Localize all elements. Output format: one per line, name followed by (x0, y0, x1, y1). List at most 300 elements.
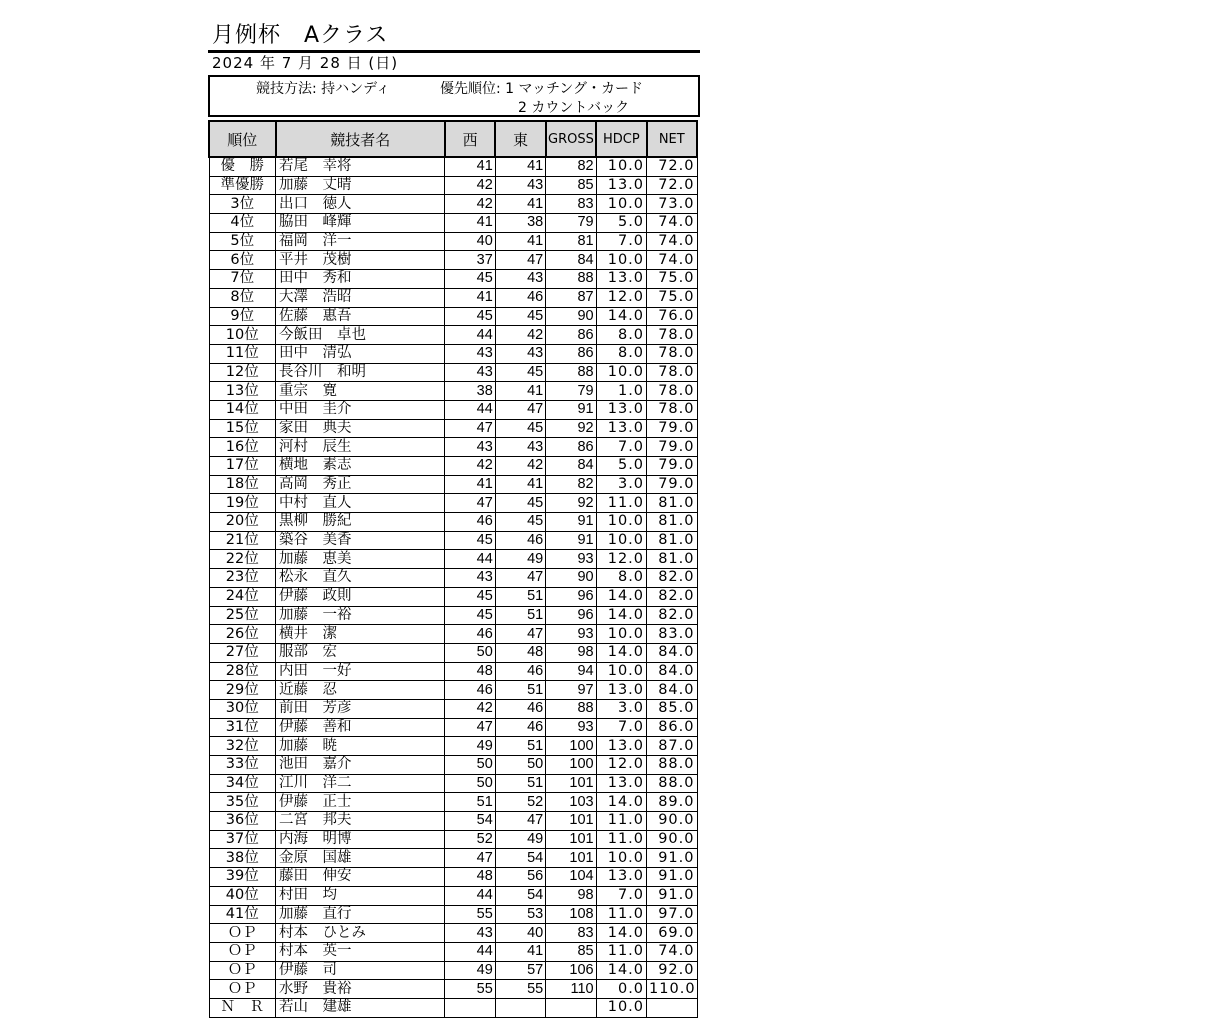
gross-cell: 91 (546, 531, 596, 550)
page-title: 月例杯 Aクラス (208, 22, 700, 53)
rank-cell: 32位 (209, 737, 276, 756)
east-score-cell: 56 (495, 868, 545, 887)
rank-cell: 準優勝 (209, 176, 276, 195)
west-score-cell: 44 (445, 942, 495, 961)
player-name-cell: 若尾 幸将 (276, 157, 445, 176)
rank-cell: 38位 (209, 849, 276, 868)
gross-cell: 93 (546, 550, 596, 569)
net-cell: 74.0 (647, 214, 697, 233)
gross-cell: 101 (546, 830, 596, 849)
west-score-cell: 49 (445, 737, 495, 756)
net-cell: 88.0 (647, 756, 697, 775)
hdcp-cell: 11.0 (596, 942, 646, 961)
table-row (209, 942, 697, 961)
net-cell: 91.0 (647, 868, 697, 887)
west-score-cell: 41 (445, 288, 495, 307)
hdcp-cell: 13.0 (596, 868, 646, 887)
table-row (209, 513, 697, 532)
east-score-cell: 54 (495, 849, 545, 868)
player-name-cell: 服部 宏 (276, 643, 445, 662)
table-row (209, 998, 697, 1017)
table-row (209, 774, 697, 793)
hdcp-cell: 13.0 (596, 400, 646, 419)
table-row (209, 662, 697, 681)
rank-cell: 19位 (209, 494, 276, 513)
gross-cell: 110 (546, 980, 596, 999)
gross-cell: 93 (546, 625, 596, 644)
east-score-cell: 46 (495, 662, 545, 681)
column-header-hdcp: HDCP (596, 121, 646, 157)
player-name-cell: 藤田 伸安 (276, 868, 445, 887)
player-name-cell: 金原 国雄 (276, 849, 445, 868)
net-cell: 82.0 (647, 569, 697, 588)
west-score-cell: 44 (445, 550, 495, 569)
player-name-cell: 河村 辰生 (276, 438, 445, 457)
rank-cell: ＯＰ (209, 961, 276, 980)
net-cell: 86.0 (647, 718, 697, 737)
player-name-cell: 福岡 洋一 (276, 232, 445, 251)
hdcp-cell: 3.0 (596, 475, 646, 494)
east-score-cell: 45 (495, 419, 545, 438)
table-row (209, 830, 697, 849)
west-score-cell: 42 (445, 457, 495, 476)
rank-cell: ＯＰ (209, 942, 276, 961)
player-name-cell: 江川 洋二 (276, 774, 445, 793)
gross-cell: 88 (546, 270, 596, 289)
hdcp-cell: 11.0 (596, 830, 646, 849)
player-name-cell: 加藤 丈晴 (276, 176, 445, 195)
west-score-cell: 41 (445, 475, 495, 494)
table-row (209, 699, 697, 718)
west-score-cell: 47 (445, 419, 495, 438)
player-name-cell: 横地 素志 (276, 457, 445, 476)
east-score-cell: 41 (495, 195, 545, 214)
hdcp-cell: 14.0 (596, 307, 646, 326)
gross-cell: 106 (546, 961, 596, 980)
hdcp-cell: 10.0 (596, 531, 646, 550)
hdcp-cell: 10.0 (596, 363, 646, 382)
west-score-cell: 50 (445, 774, 495, 793)
east-score-cell: 46 (495, 699, 545, 718)
rank-cell: 5位 (209, 232, 276, 251)
net-cell: 75.0 (647, 270, 697, 289)
west-score-cell: 45 (445, 587, 495, 606)
west-score-cell: 45 (445, 606, 495, 625)
player-name-cell: 村本 英一 (276, 942, 445, 961)
east-score-cell: 46 (495, 531, 545, 550)
east-score-cell: 47 (495, 625, 545, 644)
player-name-cell: 伊藤 司 (276, 961, 445, 980)
player-name-cell: 加藤 直行 (276, 905, 445, 924)
hdcp-cell: 11.0 (596, 812, 646, 831)
rank-cell: 41位 (209, 905, 276, 924)
player-name-cell: 二宮 邦夫 (276, 812, 445, 831)
column-header-east: 東 (495, 121, 545, 157)
table-row (209, 419, 697, 438)
net-cell: 84.0 (647, 643, 697, 662)
table-row (209, 681, 697, 700)
west-score-cell (445, 998, 495, 1017)
rank-cell: 39位 (209, 868, 276, 887)
rank-cell: 10位 (209, 326, 276, 345)
rank-cell: 25位 (209, 606, 276, 625)
west-score-cell: 37 (445, 251, 495, 270)
table-row (209, 793, 697, 812)
rank-cell: 27位 (209, 643, 276, 662)
table-header-row (209, 121, 697, 157)
rank-cell: 14位 (209, 400, 276, 419)
net-cell: 83.0 (647, 625, 697, 644)
rank-cell: 30位 (209, 699, 276, 718)
net-cell: 89.0 (647, 793, 697, 812)
west-score-cell: 50 (445, 756, 495, 775)
column-header-rank: 順位 (209, 121, 276, 157)
west-score-cell: 44 (445, 400, 495, 419)
player-name-cell: 中村 直人 (276, 494, 445, 513)
player-name-cell: 出口 徳人 (276, 195, 445, 214)
gross-cell: 79 (546, 382, 596, 401)
player-name-cell: 水野 貴裕 (276, 980, 445, 999)
west-score-cell: 51 (445, 793, 495, 812)
net-cell: 85.0 (647, 699, 697, 718)
player-name-cell: 築谷 美香 (276, 531, 445, 550)
player-name-cell: 脇田 峰輝 (276, 214, 445, 233)
west-score-cell: 40 (445, 232, 495, 251)
net-cell: 81.0 (647, 550, 697, 569)
table-row (209, 756, 697, 775)
table-row (209, 643, 697, 662)
rank-cell: Ｎ Ｒ (209, 998, 276, 1017)
hdcp-cell: 11.0 (596, 905, 646, 924)
east-score-cell: 53 (495, 905, 545, 924)
player-name-cell: 加藤 一裕 (276, 606, 445, 625)
table-body (209, 157, 697, 1017)
player-name-cell: 近藤 忍 (276, 681, 445, 700)
west-score-cell: 47 (445, 718, 495, 737)
player-name-cell: 平井 茂樹 (276, 251, 445, 270)
gross-cell: 85 (546, 942, 596, 961)
table-row (209, 382, 697, 401)
rank-cell: 20位 (209, 513, 276, 532)
net-cell: 72.0 (647, 157, 697, 176)
east-score-cell: 49 (495, 830, 545, 849)
west-score-cell: 50 (445, 643, 495, 662)
west-score-cell: 43 (445, 344, 495, 363)
hdcp-cell: 13.0 (596, 737, 646, 756)
player-name-cell: 若山 建雄 (276, 998, 445, 1017)
rank-cell: 36位 (209, 812, 276, 831)
rank-cell: 6位 (209, 251, 276, 270)
west-score-cell: 43 (445, 569, 495, 588)
rank-cell: 12位 (209, 363, 276, 382)
east-score-cell: 49 (495, 550, 545, 569)
hdcp-cell: 14.0 (596, 961, 646, 980)
player-name-cell: 佐藤 惠吾 (276, 307, 445, 326)
player-name-cell: 田中 清弘 (276, 344, 445, 363)
table-row (209, 812, 697, 831)
net-cell: 91.0 (647, 849, 697, 868)
east-score-cell: 47 (495, 812, 545, 831)
rank-cell: 34位 (209, 774, 276, 793)
hdcp-cell: 10.0 (596, 157, 646, 176)
rank-cell: 15位 (209, 419, 276, 438)
gross-cell: 93 (546, 718, 596, 737)
rank-cell: 29位 (209, 681, 276, 700)
west-score-cell: 48 (445, 868, 495, 887)
table-row (209, 475, 697, 494)
hdcp-cell: 5.0 (596, 214, 646, 233)
table-row (209, 157, 697, 176)
net-cell: 90.0 (647, 830, 697, 849)
hdcp-cell: 8.0 (596, 344, 646, 363)
rank-cell: 33位 (209, 756, 276, 775)
table-row (209, 587, 697, 606)
east-score-cell: 41 (495, 942, 545, 961)
hdcp-cell: 10.0 (596, 625, 646, 644)
player-name-cell: 今飯田 卓也 (276, 326, 445, 345)
table-row (209, 214, 697, 233)
west-score-cell: 55 (445, 905, 495, 924)
net-cell: 74.0 (647, 942, 697, 961)
east-score-cell: 42 (495, 326, 545, 345)
net-cell: 69.0 (647, 924, 697, 943)
rank-cell: 8位 (209, 288, 276, 307)
gross-cell: 88 (546, 699, 596, 718)
gross-cell: 86 (546, 326, 596, 345)
west-score-cell: 41 (445, 157, 495, 176)
priority-rule-1: 優先順位: 1 マッチング・カード (440, 81, 643, 97)
rank-cell: 13位 (209, 382, 276, 401)
gross-cell: 83 (546, 924, 596, 943)
gross-cell: 91 (546, 513, 596, 532)
gross-cell: 92 (546, 494, 596, 513)
hdcp-cell: 14.0 (596, 643, 646, 662)
table-row (209, 288, 697, 307)
table-row (209, 438, 697, 457)
rank-cell: 22位 (209, 550, 276, 569)
table-row (209, 344, 697, 363)
player-name-cell: 前田 芳彦 (276, 699, 445, 718)
west-score-cell: 45 (445, 307, 495, 326)
hdcp-cell: 0.0 (596, 980, 646, 999)
gross-cell: 84 (546, 251, 596, 270)
rank-cell: 4位 (209, 214, 276, 233)
hdcp-cell: 7.0 (596, 232, 646, 251)
east-score-cell: 45 (495, 513, 545, 532)
hdcp-cell: 10.0 (596, 513, 646, 532)
gross-cell: 103 (546, 793, 596, 812)
player-name-cell: 内海 明博 (276, 830, 445, 849)
east-score-cell: 55 (495, 980, 545, 999)
hdcp-cell: 11.0 (596, 494, 646, 513)
west-score-cell: 44 (445, 886, 495, 905)
player-name-cell: 加藤 恵美 (276, 550, 445, 569)
east-score-cell (495, 998, 545, 1017)
gross-cell: 97 (546, 681, 596, 700)
hdcp-cell: 13.0 (596, 681, 646, 700)
net-cell: 78.0 (647, 382, 697, 401)
east-score-cell: 50 (495, 756, 545, 775)
net-cell: 72.0 (647, 176, 697, 195)
rank-cell: 35位 (209, 793, 276, 812)
table-row (209, 980, 697, 999)
table-row (209, 718, 697, 737)
east-score-cell: 38 (495, 214, 545, 233)
player-name-cell: 村田 均 (276, 886, 445, 905)
east-score-cell: 47 (495, 569, 545, 588)
west-score-cell: 52 (445, 830, 495, 849)
gross-cell: 101 (546, 849, 596, 868)
player-name-cell: 高岡 秀正 (276, 475, 445, 494)
results-table (208, 120, 698, 1018)
east-score-cell: 43 (495, 176, 545, 195)
column-header-net: NET (647, 121, 697, 157)
net-cell: 84.0 (647, 662, 697, 681)
gross-cell: 81 (546, 232, 596, 251)
gross-cell: 86 (546, 344, 596, 363)
gross-cell: 98 (546, 643, 596, 662)
net-cell (647, 998, 697, 1017)
table-row (209, 307, 697, 326)
net-cell: 110.0 (647, 980, 697, 999)
hdcp-cell: 3.0 (596, 699, 646, 718)
rank-cell: 21位 (209, 531, 276, 550)
table-row (209, 195, 697, 214)
table-row (209, 400, 697, 419)
rank-cell: 26位 (209, 625, 276, 644)
net-cell: 74.0 (647, 251, 697, 270)
east-score-cell: 41 (495, 475, 545, 494)
player-name-cell: 横井 潔 (276, 625, 445, 644)
hdcp-cell: 13.0 (596, 270, 646, 289)
table-row (209, 625, 697, 644)
west-score-cell: 41 (445, 214, 495, 233)
hdcp-cell: 5.0 (596, 457, 646, 476)
east-score-cell: 51 (495, 606, 545, 625)
gross-cell: 91 (546, 400, 596, 419)
west-score-cell: 46 (445, 625, 495, 644)
rank-cell: 18位 (209, 475, 276, 494)
player-name-cell: 重宗 寛 (276, 382, 445, 401)
gross-cell: 90 (546, 569, 596, 588)
rank-cell: 31位 (209, 718, 276, 737)
east-score-cell: 45 (495, 363, 545, 382)
net-cell: 81.0 (647, 531, 697, 550)
player-name-cell: 内田 一好 (276, 662, 445, 681)
table-row (209, 176, 697, 195)
west-score-cell: 49 (445, 961, 495, 980)
east-score-cell: 51 (495, 774, 545, 793)
rank-cell: 11位 (209, 344, 276, 363)
player-name-cell: 長谷川 和明 (276, 363, 445, 382)
west-score-cell: 38 (445, 382, 495, 401)
rank-cell: 優 勝 (209, 157, 276, 176)
gross-cell: 96 (546, 606, 596, 625)
table-row (209, 868, 697, 887)
table-row (209, 961, 697, 980)
gross-cell: 92 (546, 419, 596, 438)
net-cell: 97.0 (647, 905, 697, 924)
west-score-cell: 42 (445, 699, 495, 718)
east-score-cell: 41 (495, 157, 545, 176)
hdcp-cell: 12.0 (596, 550, 646, 569)
west-score-cell: 46 (445, 513, 495, 532)
column-header-name: 競技者名 (276, 121, 445, 157)
competition-method: 競技方法: 持ハンディ (256, 81, 391, 97)
priority-rule-2: 2 カウントバック (518, 100, 630, 116)
west-score-cell: 45 (445, 531, 495, 550)
player-name-cell: 伊藤 正士 (276, 793, 445, 812)
table-row (209, 494, 697, 513)
gross-cell: 108 (546, 905, 596, 924)
net-cell: 78.0 (647, 326, 697, 345)
hdcp-cell: 10.0 (596, 998, 646, 1017)
hdcp-cell: 12.0 (596, 288, 646, 307)
hdcp-cell: 8.0 (596, 326, 646, 345)
west-score-cell: 45 (445, 270, 495, 289)
net-cell: 78.0 (647, 400, 697, 419)
east-score-cell: 45 (495, 494, 545, 513)
hdcp-cell: 7.0 (596, 438, 646, 457)
table-row (209, 363, 697, 382)
gross-cell: 96 (546, 587, 596, 606)
hdcp-cell: 14.0 (596, 924, 646, 943)
west-score-cell: 43 (445, 363, 495, 382)
east-score-cell: 43 (495, 344, 545, 363)
net-cell: 87.0 (647, 737, 697, 756)
net-cell: 81.0 (647, 513, 697, 532)
west-score-cell: 42 (445, 176, 495, 195)
gross-cell: 104 (546, 868, 596, 887)
player-name-cell: 伊藤 善和 (276, 718, 445, 737)
gross-cell: 101 (546, 774, 596, 793)
east-score-cell: 57 (495, 961, 545, 980)
net-cell: 82.0 (647, 587, 697, 606)
gross-cell: 85 (546, 176, 596, 195)
hdcp-cell: 14.0 (596, 793, 646, 812)
gross-cell: 87 (546, 288, 596, 307)
player-name-cell: 加藤 暁 (276, 737, 445, 756)
gross-cell: 84 (546, 457, 596, 476)
table-row (209, 569, 697, 588)
west-score-cell: 46 (445, 681, 495, 700)
east-score-cell: 40 (495, 924, 545, 943)
player-name-cell: 田中 秀和 (276, 270, 445, 289)
rank-cell: 9位 (209, 307, 276, 326)
gross-cell (546, 998, 596, 1017)
hdcp-cell: 13.0 (596, 774, 646, 793)
east-score-cell: 43 (495, 438, 545, 457)
hdcp-cell: 14.0 (596, 587, 646, 606)
gross-cell: 88 (546, 363, 596, 382)
table-row (209, 924, 697, 943)
hdcp-cell: 8.0 (596, 569, 646, 588)
rank-cell: 3位 (209, 195, 276, 214)
east-score-cell: 52 (495, 793, 545, 812)
gross-cell: 98 (546, 886, 596, 905)
east-score-cell: 51 (495, 737, 545, 756)
net-cell: 74.0 (647, 232, 697, 251)
rank-cell: 28位 (209, 662, 276, 681)
column-header-west: 西 (445, 121, 495, 157)
net-cell: 88.0 (647, 774, 697, 793)
east-score-cell: 47 (495, 400, 545, 419)
column-header-gross: GROSS (546, 121, 596, 157)
hdcp-cell: 13.0 (596, 419, 646, 438)
hdcp-cell: 14.0 (596, 606, 646, 625)
rank-cell: 17位 (209, 457, 276, 476)
west-score-cell: 43 (445, 924, 495, 943)
